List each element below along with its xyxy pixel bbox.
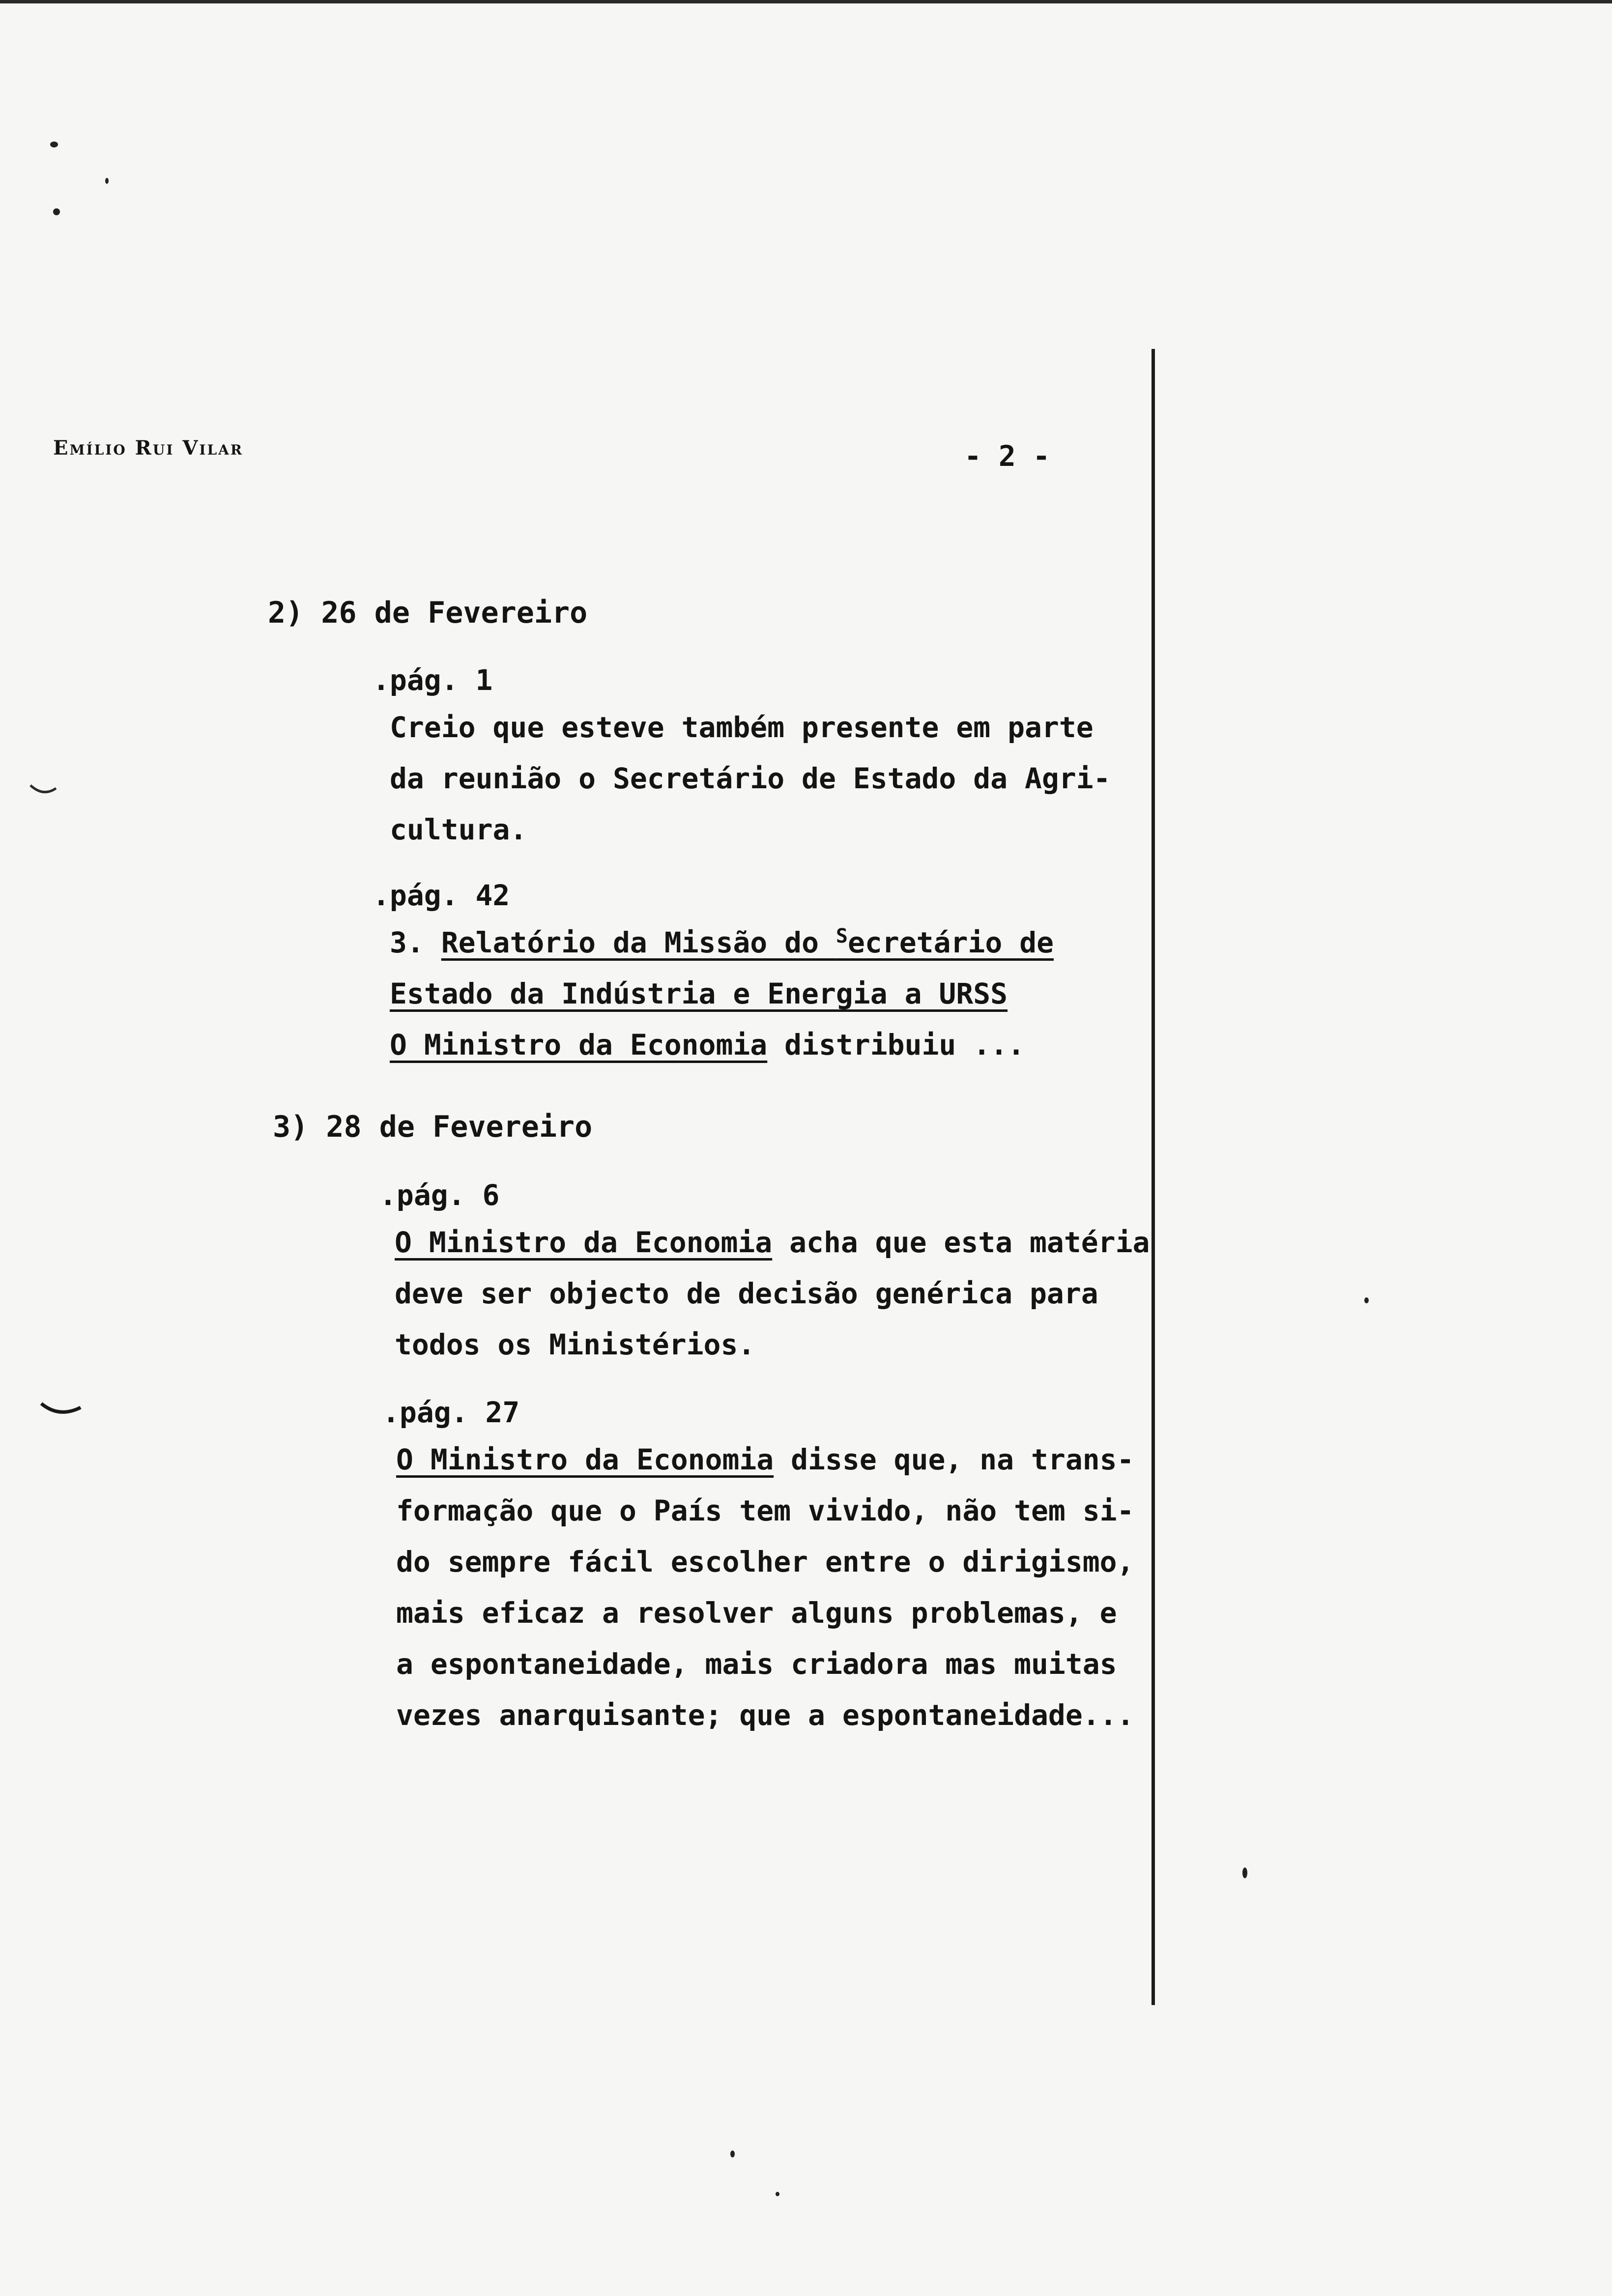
section-heading: 2) 26 de Fevereiro bbox=[268, 596, 588, 630]
text-line: O Ministro da Economia disse que, na trans- bbox=[396, 1443, 1134, 1476]
raised-letter: S bbox=[835, 925, 848, 947]
text-line bbox=[390, 926, 1054, 959]
text-line: vezes anarquisante; que a espontaneidade... bbox=[396, 1698, 1134, 1732]
right-margin-rule bbox=[1151, 349, 1155, 2005]
text-line: O Ministro da Economia distribuiu ... bbox=[390, 1028, 1025, 1062]
speaker-name: O Ministro da Economia bbox=[390, 1028, 768, 1062]
section-heading: 3) 28 de Fevereiro bbox=[273, 1110, 593, 1144]
ink-speck bbox=[53, 208, 60, 215]
text-line: da reunião o Secretário de Estado da Agri- bbox=[390, 762, 1111, 795]
letterhead: Emílio Rui Vilar bbox=[53, 436, 244, 459]
text-line: mais eficaz a resolver alguns problemas, e bbox=[396, 1596, 1117, 1630]
text-line: a espontaneidade, mais criadora mas muitas bbox=[396, 1647, 1117, 1681]
text-line bbox=[390, 977, 1008, 1010]
text-line: formação que o País tem vivido, não tem si- bbox=[396, 1494, 1134, 1527]
top-edge-rule bbox=[0, 0, 1612, 3]
text-line: cultura. bbox=[390, 813, 527, 846]
text-line: deve ser objecto de decisão genérica para bbox=[395, 1277, 1098, 1310]
page-reference: .pág. 42 bbox=[373, 879, 510, 912]
speaker-name: O Ministro da Economia bbox=[396, 1443, 774, 1476]
page-reference: .pág. 27 bbox=[382, 1396, 520, 1429]
ink-speck bbox=[105, 178, 109, 184]
report-title-continued: Estado da Indústria e Energia a URSS bbox=[390, 977, 1008, 1010]
page-reference: .pág. 1 bbox=[373, 663, 493, 697]
speaker-name: O Ministro da Economia bbox=[395, 1226, 773, 1259]
report-title: Relatório da Missão do $^S$ecretário de bbox=[441, 925, 1054, 959]
text-line: todos os Ministérios. bbox=[395, 1328, 755, 1361]
text-line: O Ministro da Economia acha que esta matéria bbox=[395, 1226, 1150, 1259]
page-number: - 2 - bbox=[964, 439, 1050, 473]
ink-speck bbox=[730, 2151, 735, 2157]
ink-speck bbox=[50, 142, 58, 147]
ink-speck bbox=[776, 2192, 779, 2196]
text-line: Creio que esteve também presente em parte bbox=[390, 711, 1094, 744]
punch-hole-mark bbox=[29, 781, 58, 801]
text-line: do sempre fácil escolher entre o dirigismo, bbox=[396, 1545, 1134, 1578]
ink-speck bbox=[1364, 1297, 1369, 1303]
item-number: 3. bbox=[390, 926, 441, 959]
page-reference: .pág. 6 bbox=[379, 1178, 500, 1212]
punch-hole-mark bbox=[39, 1399, 84, 1420]
ink-speck bbox=[1242, 1867, 1247, 1878]
